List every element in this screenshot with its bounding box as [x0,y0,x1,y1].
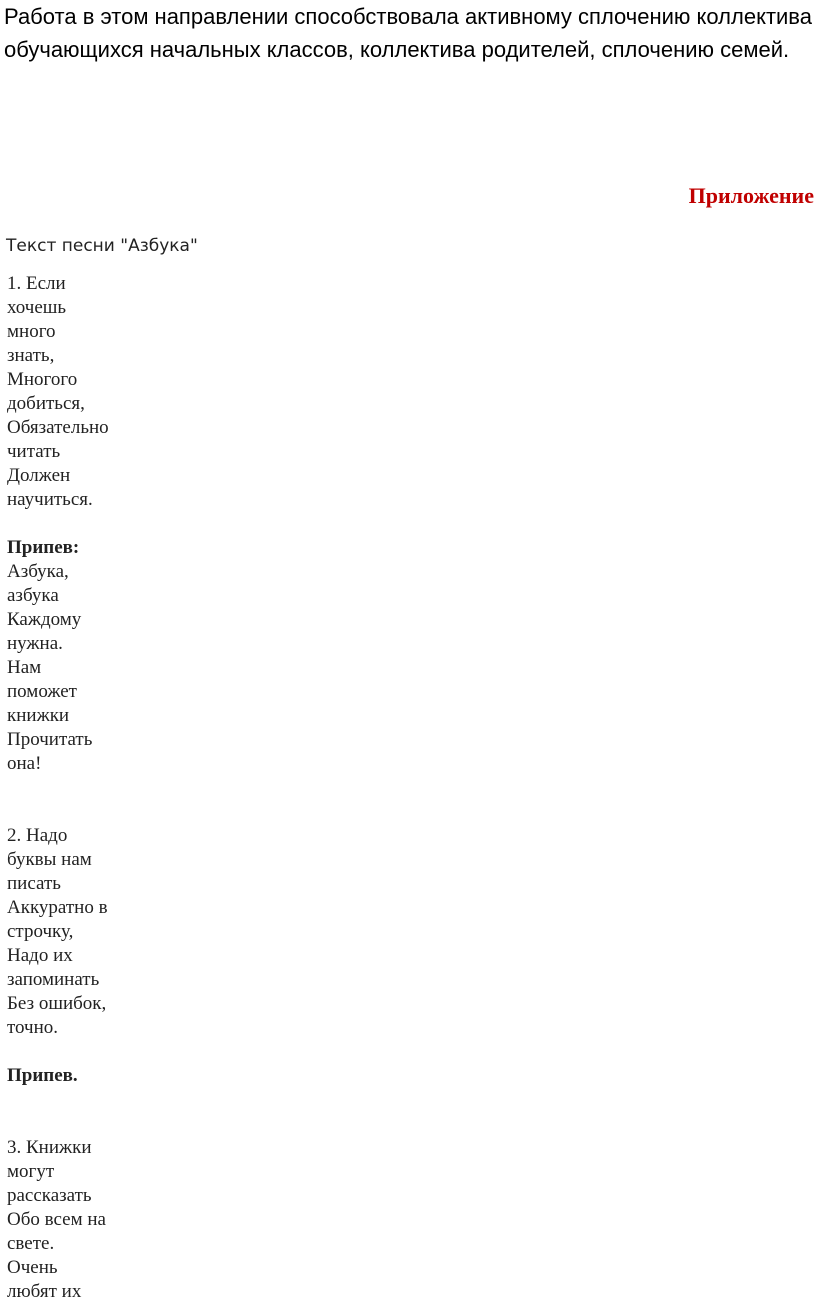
lyric-line: Азбука, [7,561,69,582]
verse-2 [7,824,137,1040]
lyric-line: писать [7,873,61,894]
lyric-line: Обязательно [7,417,109,438]
appendix-heading: Приложение [688,183,814,208]
song-title: Текст песни "Азбука" [6,236,198,256]
lyric-line: она! [7,753,42,774]
intro-line-2: обучающихся начальных классов, коллектива родителей, сплочению семей. [4,37,790,62]
lyric-line: читать [7,441,61,462]
lyric-line: рассказать [7,1185,92,1206]
lyric-line: Должен [7,465,71,486]
lyric-line: знать, [7,345,55,366]
lyric-line: точно. [7,1017,59,1038]
lyric-line: строчку, [7,921,74,942]
lyric-line: свете. [7,1233,55,1254]
lyric-line: азбука [7,585,59,606]
verse-1 [7,272,137,512]
lyric-line: запоминать [7,969,100,990]
lyric-line: Без ошибок, [7,993,107,1014]
lyric-line: Надо их [7,945,73,966]
lyric-line: Нам [7,657,42,678]
lyric-line: буквы нам [7,849,92,870]
chorus-label: Припев: [7,537,80,558]
lyric-line: Многого [7,369,78,390]
lyric-line: Обо всем на [7,1209,106,1230]
lyric-line: поможет [7,681,77,702]
intro-line-1: Работа в этом направлении способствовала активному сплочению коллектива [4,4,812,29]
lyric-line: добиться, [7,393,85,414]
lyric-line: много [7,321,56,342]
lyric-line: 2. Надо [7,825,68,846]
chorus [7,536,137,776]
song-lyrics [7,272,137,1304]
lyric-line: нужна. [7,633,63,654]
lyric-line: Каждому [7,609,82,630]
lyric-line: могут [7,1161,55,1182]
intro-paragraph [4,0,816,66]
lyric-line: Прочитать [7,729,93,750]
lyric-line: хочешь [7,297,67,318]
lyric-line: Очень [7,1257,58,1278]
lyric-line: любят их [7,1281,82,1302]
lyric-line: 1. Если [7,273,66,294]
chorus-reference: Припев. [7,1065,78,1086]
verse-3 [7,1136,137,1304]
lyric-line: Аккуратно в [7,897,108,918]
lyric-line: книжки [7,705,70,726]
lyric-line: научиться. [7,489,93,510]
lyric-line: 3. Книжки [7,1137,92,1158]
